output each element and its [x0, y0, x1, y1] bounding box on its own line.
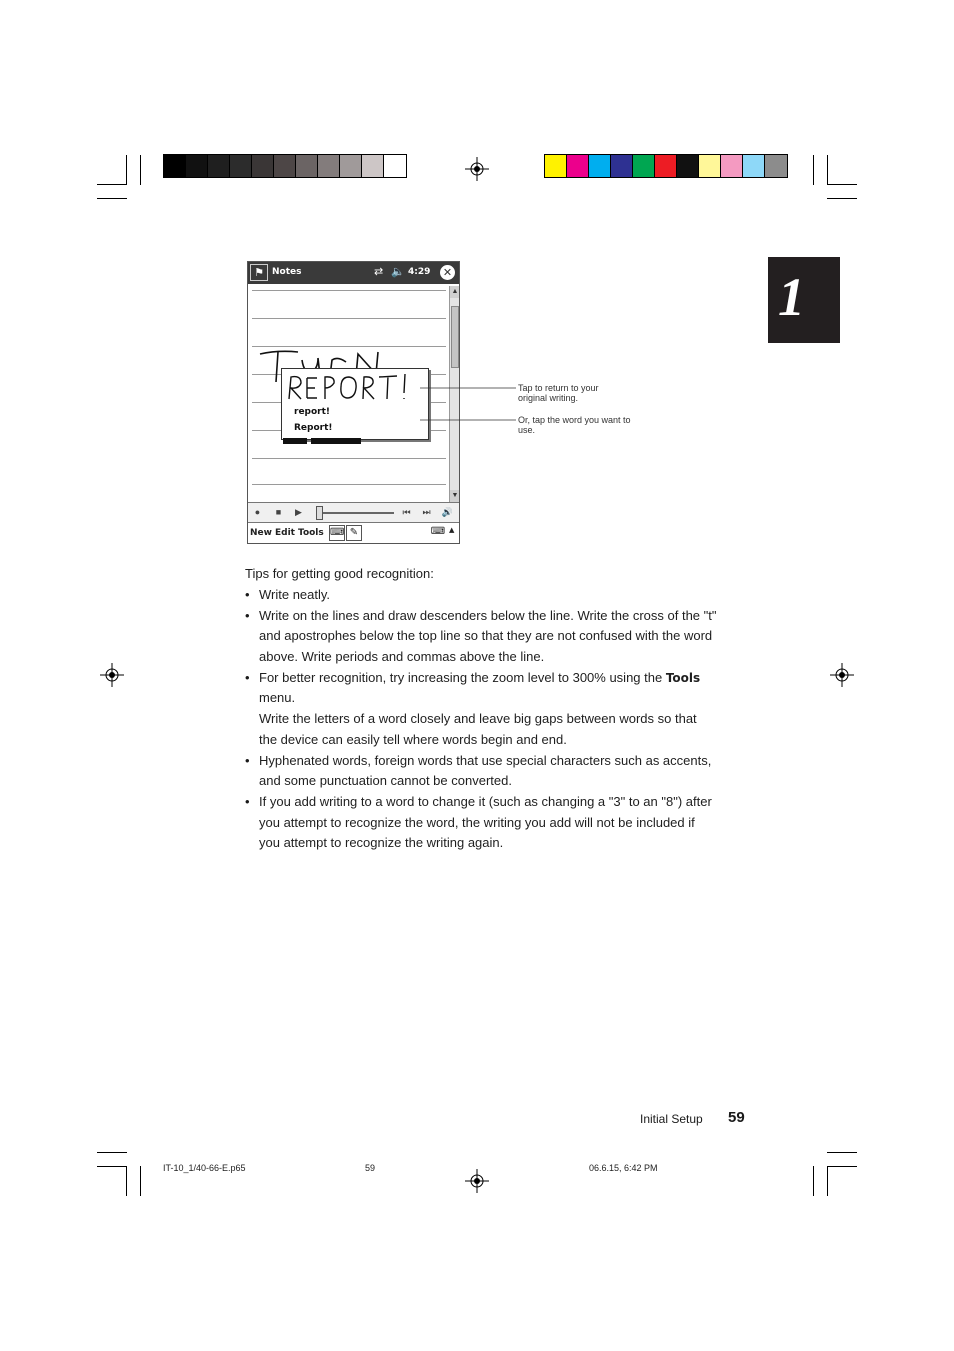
tip-line: [259, 668, 700, 689]
color-swatch: [252, 155, 274, 177]
tools-menu-reference: Tools: [665, 671, 701, 685]
ruled-line: [252, 458, 446, 459]
callout-original: Tap to return to your original writing.: [518, 383, 599, 403]
forward-icon[interactable]: ⏭: [422, 507, 431, 517]
tip-line: and some punctuation cannot be converted.: [259, 773, 512, 788]
color-swatch: [274, 155, 296, 177]
selection-highlight: [283, 438, 307, 444]
grayscale-bar: [163, 154, 407, 178]
clock[interactable]: 4:29: [408, 267, 431, 277]
chapter-tab: [768, 257, 840, 343]
ruled-line: [252, 484, 446, 485]
callout-choose-word: Or, tap the word you want to use.: [518, 415, 631, 435]
rewind-icon[interactable]: ⏮: [402, 507, 411, 517]
slug-file: IT-10_1/40-66-E.p65: [163, 1163, 246, 1173]
menu-edit[interactable]: Edit: [275, 528, 295, 538]
bullet-icon: •: [245, 753, 250, 768]
color-swatch: [765, 155, 787, 177]
connectivity-icon[interactable]: ⇄: [374, 265, 384, 278]
handwriting-report[interactable]: [285, 371, 423, 403]
recording-toolbar: [248, 502, 459, 523]
scroll-down-icon[interactable]: ▼: [450, 490, 460, 502]
tips-heading: Tips for getting good recognition:: [245, 566, 434, 581]
tip-line: you attempt to recognize the writing again.: [259, 835, 504, 850]
input-panel-icon[interactable]: ⌨: [430, 525, 446, 541]
registration-mark-icon: [830, 663, 854, 687]
tip-line: the device can easily tell where words begin and end.: [259, 732, 567, 747]
playback-slider[interactable]: [318, 512, 394, 514]
scroll-thumb[interactable]: [451, 306, 459, 368]
bullet-icon: •: [245, 670, 250, 685]
menu-bar: [248, 522, 459, 544]
selection-highlight: [311, 438, 361, 444]
color-swatch: [296, 155, 318, 177]
pen-icon[interactable]: ✎: [346, 525, 362, 541]
speaker-icon[interactable]: 🔈: [391, 265, 405, 278]
color-swatch: [611, 155, 633, 177]
scroll-up-icon[interactable]: ▲: [450, 286, 460, 298]
color-swatch: [208, 155, 230, 177]
app-title: Notes: [272, 267, 302, 277]
stop-icon[interactable]: ■: [275, 507, 282, 517]
tip-line: Write the letters of a word closely and leave big gaps between words so that: [259, 711, 697, 726]
bullet-icon: •: [245, 794, 250, 809]
color-swatch: [318, 155, 340, 177]
color-swatch: [567, 155, 589, 177]
tip-line: menu.: [259, 690, 296, 705]
color-swatch: [655, 155, 677, 177]
alternates-popup[interactable]: [281, 368, 429, 440]
play-icon[interactable]: ▶: [295, 507, 302, 517]
color-swatch: [164, 155, 186, 177]
close-icon[interactable]: ✕: [440, 265, 455, 280]
menu-new[interactable]: New: [250, 528, 272, 538]
color-swatch: [545, 155, 567, 177]
candidate-word[interactable]: report!: [294, 407, 331, 417]
slug-page: 59: [365, 1163, 376, 1173]
color-swatch: [362, 155, 384, 177]
ruled-line: [252, 290, 446, 291]
tip-line: If you add writing to a word to change it (such as changing a "3" to an "8") after: [259, 794, 712, 809]
slider-knob[interactable]: [316, 506, 323, 520]
input-arrow-icon[interactable]: ▲: [449, 526, 455, 534]
page-number: 59: [728, 1109, 745, 1126]
registration-mark-icon: [465, 1169, 489, 1193]
bullet-icon: •: [245, 608, 250, 623]
candidate-word[interactable]: Report!: [294, 423, 333, 433]
bullet-icon: •: [245, 587, 250, 602]
color-swatch: [340, 155, 362, 177]
color-swatch: [186, 155, 208, 177]
registration-mark-icon: [100, 663, 124, 687]
title-bar: [248, 262, 459, 284]
callout-lines: [420, 380, 520, 430]
color-bar: [544, 154, 788, 178]
windows-flag-icon[interactable]: ⚑: [250, 264, 268, 281]
tip-text: For better recognition, try increasing the zoom level to 300% using the: [259, 670, 666, 685]
color-swatch: [743, 155, 765, 177]
tip-line: Hyphenated words, foreign words that use special characters such as accents,: [259, 753, 712, 768]
chapter-number: 1: [778, 267, 805, 327]
slug-date: 06.6.15, 6:42 PM: [589, 1163, 658, 1173]
record-icon[interactable]: ●: [254, 507, 261, 517]
color-swatch: [384, 155, 406, 177]
tip-line: Write neatly.: [259, 587, 331, 602]
color-swatch: [589, 155, 611, 177]
keyboard-icon[interactable]: ⌨: [329, 525, 345, 541]
section-name: Initial Setup: [640, 1112, 703, 1126]
registration-mark-icon: [465, 157, 489, 181]
tip-line: Write on the lines and draw descenders below the line. Write the cross of the "t": [259, 608, 717, 623]
menu-tools[interactable]: Tools: [298, 528, 324, 538]
tip-line: you attempt to recognize the word, the writing you add will not be included if: [259, 815, 695, 830]
color-swatch: [677, 155, 699, 177]
tip-line: above. Write periods and commas above the line.: [259, 649, 545, 664]
color-swatch: [699, 155, 721, 177]
ruled-line: [252, 318, 446, 319]
color-swatch: [721, 155, 743, 177]
volume-icon[interactable]: 🔊: [441, 507, 454, 517]
color-swatch: [633, 155, 655, 177]
tip-line: and apostrophes below the top line so that they are not confused with the word: [259, 628, 713, 643]
color-swatch: [230, 155, 252, 177]
